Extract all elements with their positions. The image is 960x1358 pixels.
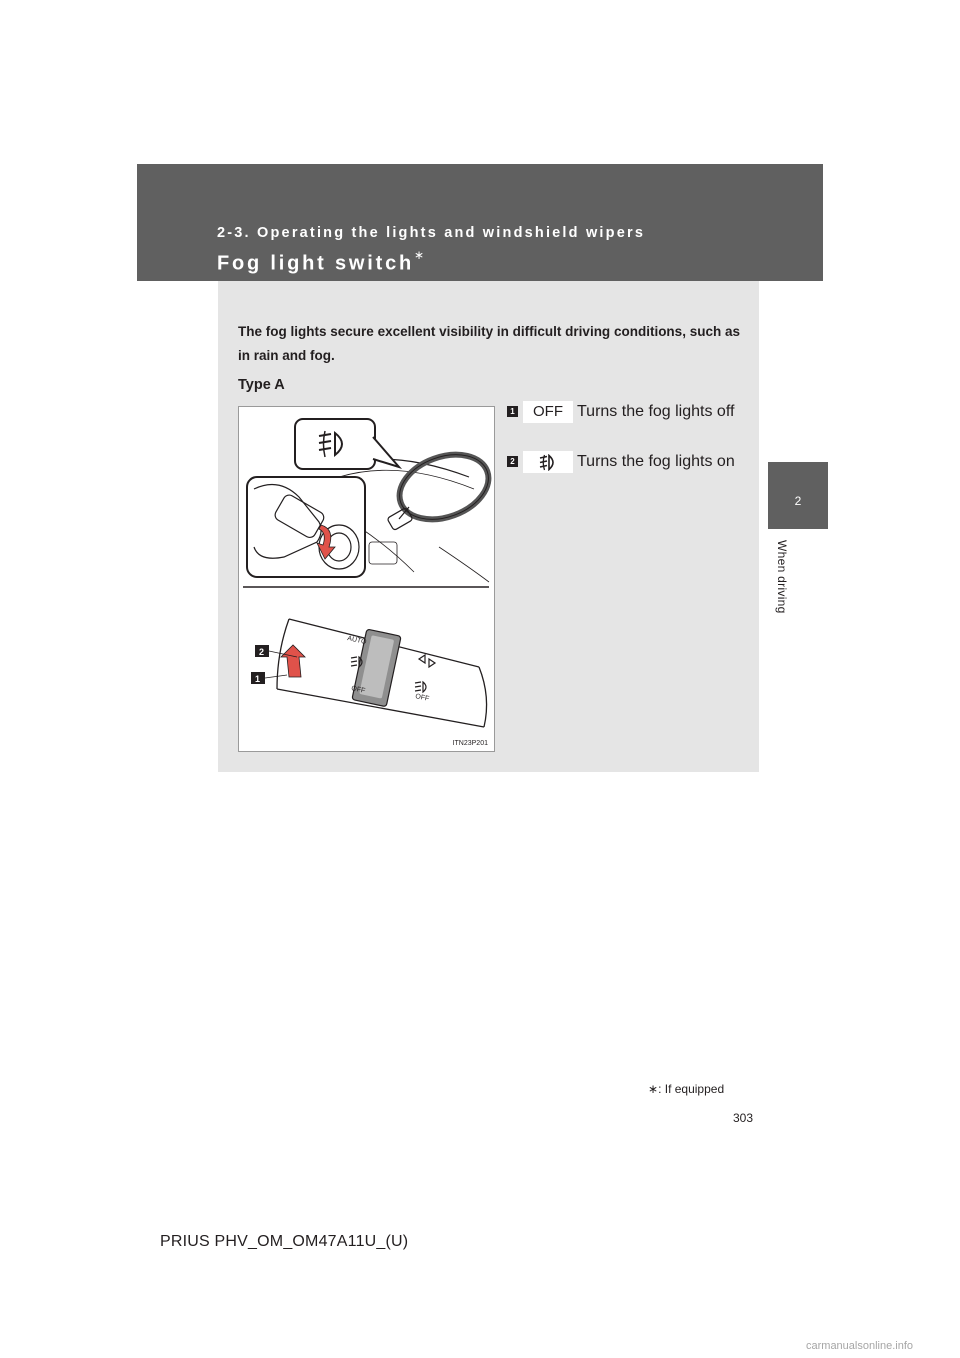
page-title-text: Fog light switch	[217, 252, 415, 275]
callout-1: 1	[255, 674, 261, 684]
label-auto: AUTO	[346, 635, 367, 646]
label-off: OFF	[350, 685, 366, 695]
chapter-number: 2	[794, 494, 802, 508]
document-id: PRIUS PHV_OM_OM47A11U_(U)	[160, 1233, 409, 1250]
label-off-fog: OFF	[414, 693, 430, 703]
chapter-label: When driving	[775, 540, 789, 614]
page-title	[217, 248, 427, 276]
illustration-drawing	[239, 407, 496, 753]
front-fog-light-icon	[523, 451, 573, 473]
chapter-header-band	[137, 164, 823, 281]
off-symbol: OFF	[523, 401, 573, 423]
item-description: Turns the fog lights on	[577, 453, 735, 470]
item-description: Turns the fog lights off	[577, 403, 735, 420]
type-heading: Type A	[238, 377, 285, 393]
site-watermark[interactable]: carmanualsonline.info	[806, 1340, 914, 1352]
footnote-mark: ∗	[648, 1082, 659, 1096]
callout-2: 2	[259, 647, 265, 657]
item-number-badge: 1	[507, 406, 518, 417]
legend-item	[507, 401, 739, 449]
page-number: 303	[733, 1111, 754, 1125]
legend-item	[507, 451, 739, 499]
footnote-text: : If equipped	[658, 1082, 725, 1096]
intro-text: The fog lights secure excellent visibility in difficult driving conditions, such as in rain and fog.	[238, 324, 740, 363]
fog-light-switch-illustration	[238, 406, 495, 752]
if-equipped-mark: ∗	[414, 248, 427, 262]
figure-code: ITN23P201	[452, 740, 488, 747]
section-title: 2-3. Operating the lights and windshield wipers	[217, 225, 646, 241]
chapter-tab	[768, 462, 828, 529]
footnote	[648, 1082, 724, 1096]
content-panel	[218, 281, 759, 772]
item-number-badge: 2	[507, 456, 518, 467]
